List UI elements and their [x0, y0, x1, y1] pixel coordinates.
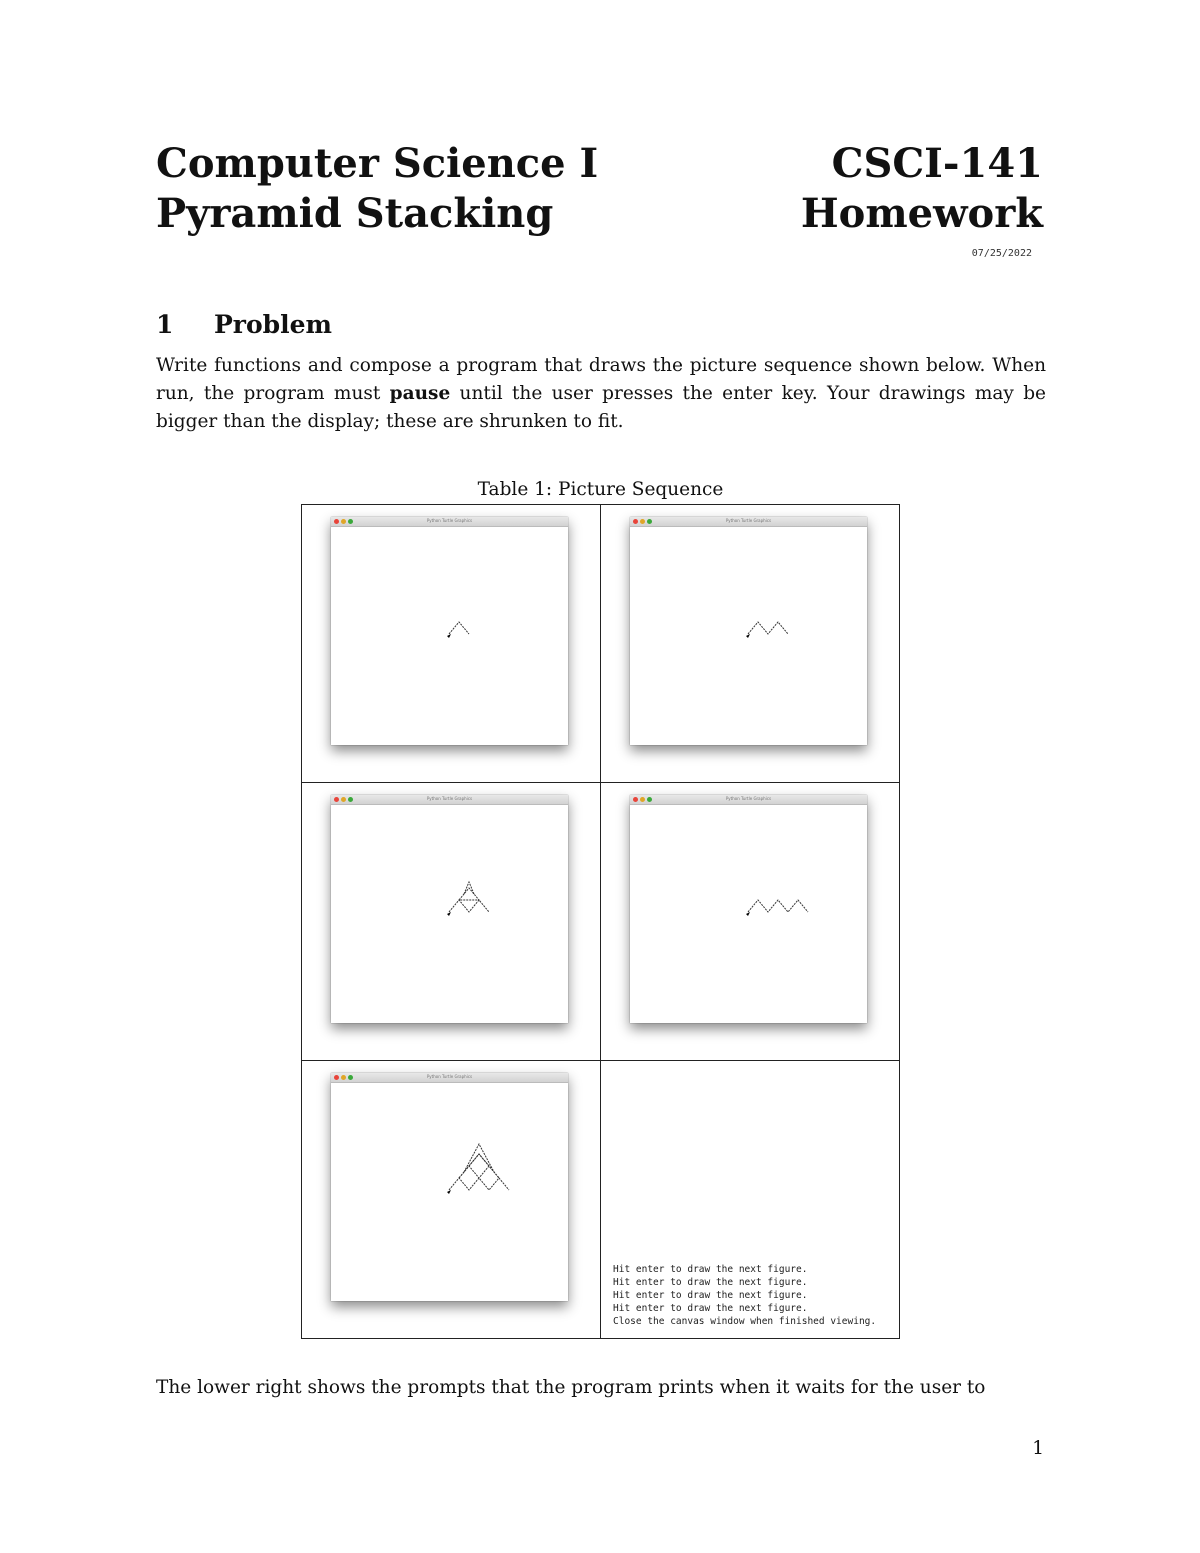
picture-sequence-table [301, 504, 900, 1339]
window-title: Python Turtle Graphics [426, 1074, 473, 1079]
intro-text-2: until the user presses the enter key. Your drawings may be bigger than the display; these are shrunken to fit. [156, 383, 1046, 432]
assignment-kind: Homework [800, 190, 1043, 237]
turtle-canvas [331, 804, 568, 1023]
section-title: Problem [214, 310, 332, 339]
console-output [613, 1263, 876, 1328]
prompt-line: Hit enter to draw the next figure. [613, 1303, 808, 1314]
turtle-window [331, 1073, 568, 1301]
window-title: Python Turtle Graphics [426, 518, 473, 523]
intro-text-1: Write functions and compose a program that draws the picture sequence shown below. When run, the program must [156, 355, 1046, 404]
intro-bold-word: pause [389, 383, 451, 404]
figure-cell [601, 783, 900, 1061]
table-caption: Table 1: Picture Sequence [477, 479, 724, 500]
date-stamp: 07/25/2022 [971, 248, 1032, 259]
window-title: Python Turtle Graphics [426, 796, 473, 801]
course-name: Computer Science I [156, 140, 599, 187]
turtle-window [630, 795, 867, 1023]
prompt-line: Hit enter to draw the next figure. [613, 1264, 808, 1275]
figure-cell [302, 1061, 601, 1339]
assignment-title: Pyramid Stacking [156, 190, 554, 237]
figure-cell [302, 783, 601, 1061]
course-code: CSCI-141 [831, 140, 1043, 187]
section-number: 1 [156, 310, 174, 339]
turtle-window [331, 795, 568, 1023]
intro-paragraph [156, 352, 1046, 436]
prompt-line: Hit enter to draw the next figure. [613, 1277, 808, 1288]
turtle-canvas [331, 526, 568, 745]
window-title: Python Turtle Graphics [725, 796, 772, 801]
turtle-canvas [630, 804, 867, 1023]
turtle-canvas [630, 526, 867, 745]
page-number: 1 [1032, 1438, 1044, 1459]
prompt-line: Hit enter to draw the next figure. [613, 1290, 808, 1301]
console-output-cell [601, 1061, 900, 1339]
figure-cell [601, 505, 900, 783]
turtle-window [630, 517, 867, 745]
closing-paragraph: The lower right shows the prompts that the program prints when it waits for the user to [156, 1377, 986, 1398]
prompt-line: Close the canvas window when finished viewing. [613, 1316, 877, 1327]
section-heading [156, 310, 332, 339]
figure-cell [302, 505, 601, 783]
turtle-window [331, 517, 568, 745]
turtle-canvas [331, 1082, 568, 1301]
window-title: Python Turtle Graphics [725, 518, 772, 523]
